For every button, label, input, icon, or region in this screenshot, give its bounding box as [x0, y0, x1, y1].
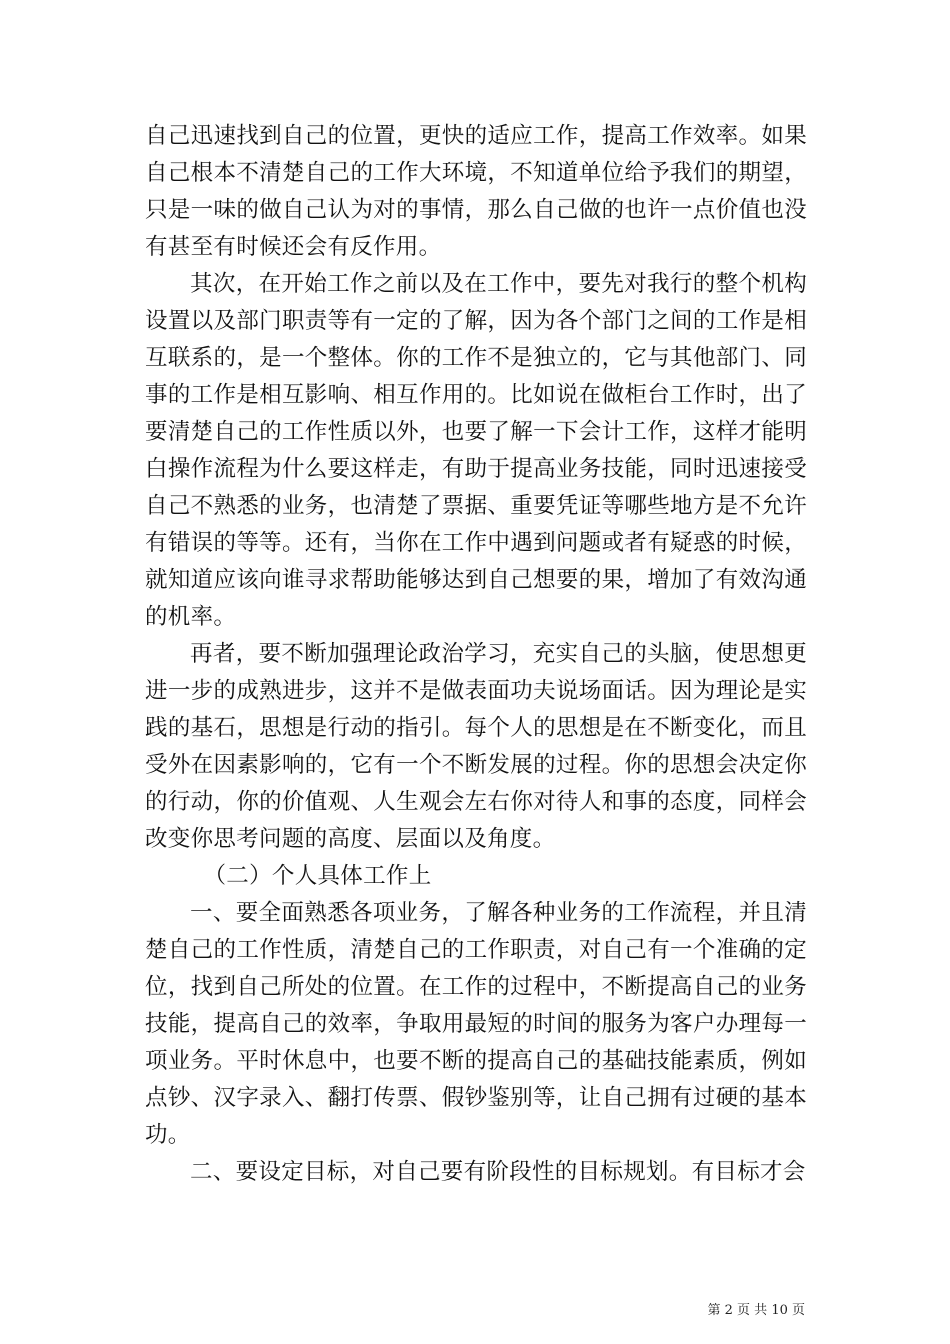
section-heading-personal-work: （二）个人具体工作上: [203, 863, 432, 889]
paragraph-secondly: 其次，在开始工作之前以及在工作中，要先对我行的整个机构设置以及部门职责等有一定的了解，因为各个部门之间的工作是相互联系的，是一个整体。你的工作不是独立的，它与其他部门、同事的工作是相互影响、相互作用的。比如说在做柜台工作时，出了要清楚自己的工作性质以外，也要了解一下会计工作，这样才能明白操作流程为什么要这样走，有助于提高业务技能，同时迅速接受自己不熟悉的业务，也清楚了票据、重要凭证等哪些地方是不允许有错误的等等。还有，当你在工作中遇到问题或者有疑惑的时候，就知道应该向谁寻求帮助能够达到自己想要的果，增加了有效沟通的机率。: [145, 271, 807, 630]
paragraph-continuation: 自己迅速找到自己的位置，更快的适应工作，提高工作效率。如果自己根本不清楚自己的工作大环境，不知道单位给予我们的期望，只是一味的做自己认为对的事情，那么自己做的也许一点价值也没有甚至有时候还会有反作用。: [145, 123, 807, 260]
page-number-footer: 第 2 页 共 10 页: [707, 1303, 805, 1318]
paragraph-furthermore: 再者，要不断加强理论政治学习，充实自己的头脑，使思想更进一步的成熟进步，这并不是做表面功夫说场面话。因为理论是实践的基石，思想是行动的指引。每个人的思想是在不断变化，而且受外在因素影响的，它有一个不断发展的过程。你的思想会决定你的行动，你的价值观、人生观会左右你对待人和事的态度，同样会改变你思考问题的高度、层面以及角度。: [145, 641, 807, 852]
document-body: [145, 118, 807, 1191]
paragraph-point-two: 二、要设定目标，对自己要有阶段性的目标规划。有目标才会: [190, 1159, 806, 1185]
paragraph-point-one: 一、要全面熟悉各项业务，了解各种业务的工作流程，并且清楚自己的工作性质，清楚自己的工作职责，对自己有一个准确的定位，找到自己所处的位置。在工作的过程中，不断提高自己的业务技能，提高自己的效率，争取用最短的时间的服务为客户办理每一项业务。平时休息中，也要不断的提高自己的基础技能素质，例如点钞、汉字录入、翻打传票、假钞鉴别等，让自己拥有过硬的基本功。: [145, 900, 807, 1148]
